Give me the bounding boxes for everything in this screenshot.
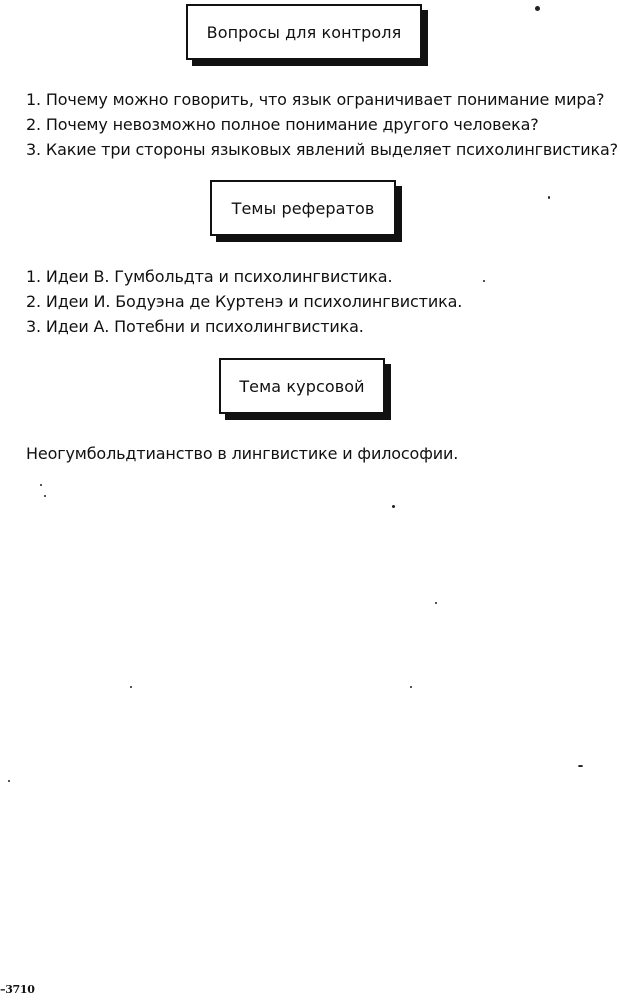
questions-heading-box bbox=[186, 4, 422, 60]
scan-speck bbox=[392, 505, 395, 508]
coursework-text: Неогумбольдтианство в лингвистике и философии. bbox=[26, 444, 459, 463]
coursework-heading: Тема курсовой bbox=[239, 376, 365, 396]
scan-speck bbox=[548, 196, 550, 199]
scan-speck bbox=[483, 280, 485, 282]
essay-item-1: 1. Идеи В. Гумбольдта и психолингвистика. bbox=[26, 267, 393, 286]
scan-speck bbox=[8, 780, 10, 782]
essays-heading-box bbox=[210, 180, 396, 236]
questions-heading: Вопросы для контроля bbox=[206, 22, 402, 42]
essay-item-3: 3. Идеи А. Потебни и психолингвистика. bbox=[26, 317, 364, 336]
scan-speck bbox=[130, 686, 132, 688]
scan-speck bbox=[535, 6, 540, 11]
question-item-2: 2. Почему невозможно полное понимание другого человека? bbox=[26, 115, 539, 134]
scan-speck bbox=[40, 484, 42, 486]
scan-speck bbox=[44, 495, 46, 497]
print-mark: –3710 bbox=[0, 983, 35, 996]
question-item-1: 1. Почему можно говорить, что язык ограничивает понимание мира? bbox=[26, 90, 605, 109]
question-item-3: 3. Какие три стороны языковых явлений выделяет психолингвистика? bbox=[26, 140, 618, 159]
scan-speck bbox=[578, 765, 583, 767]
essay-item-2: 2. Идеи И. Бодуэна де Куртенэ и психолингвистика. bbox=[26, 292, 463, 311]
scan-speck bbox=[410, 686, 412, 688]
coursework-heading-box bbox=[219, 358, 385, 414]
scan-speck bbox=[435, 602, 437, 604]
essays-heading: Темы рефератов bbox=[231, 198, 375, 218]
